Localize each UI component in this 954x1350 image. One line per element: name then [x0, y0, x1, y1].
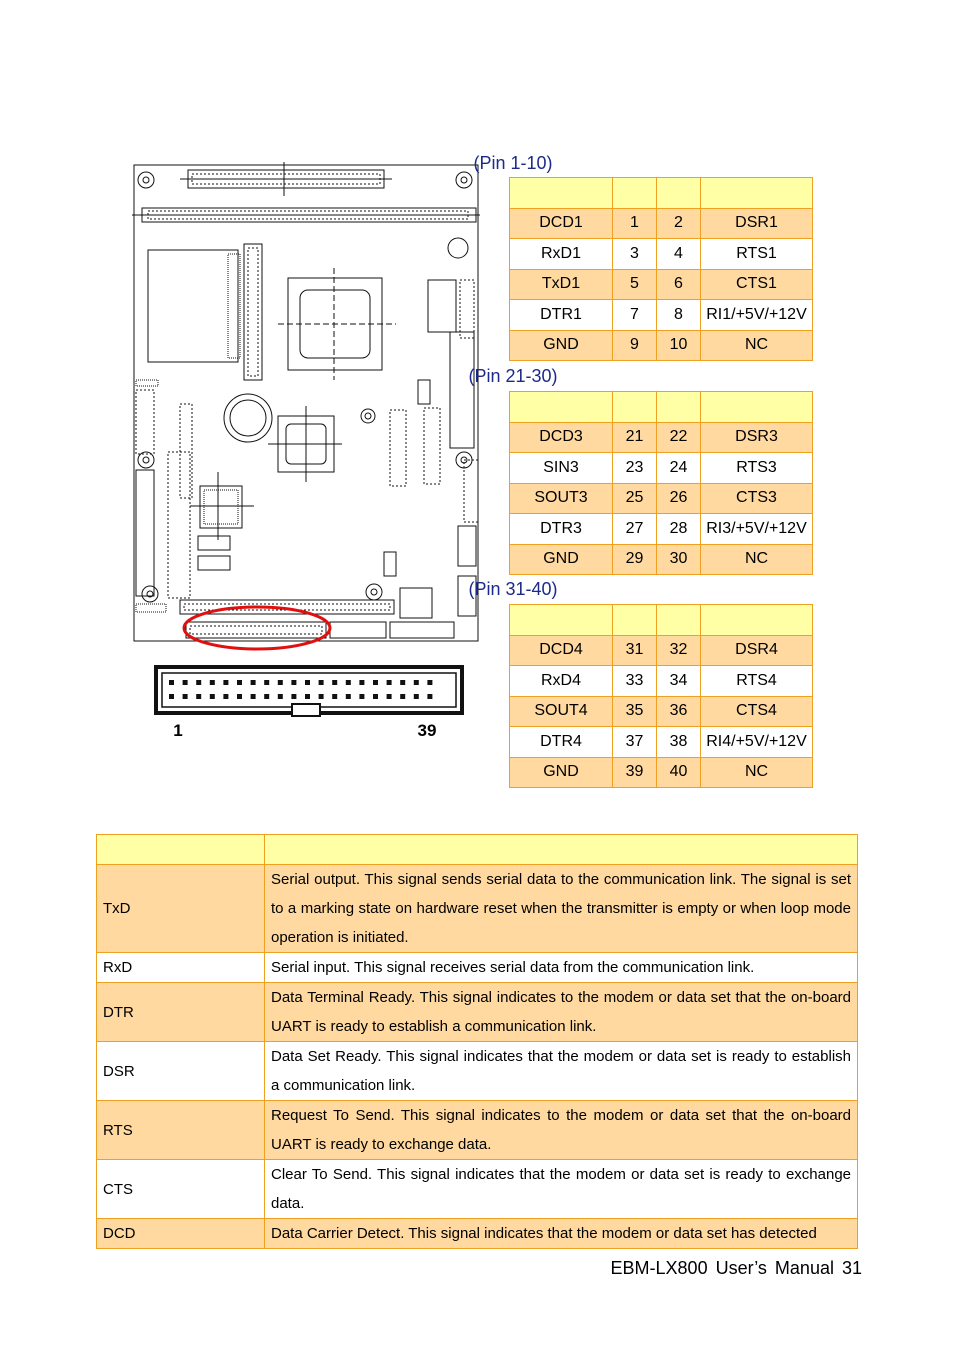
page-footer: EBM-LX800 User’s Manual 31 — [610, 1258, 862, 1278]
table-row — [510, 696, 813, 727]
connector-pin — [278, 680, 283, 685]
connector-pin — [210, 694, 215, 699]
connector-pin — [332, 694, 337, 699]
connector-pin — [223, 694, 228, 699]
signal-name: RxD — [97, 953, 265, 983]
table-row — [510, 483, 813, 514]
signal-description-table — [96, 834, 858, 1249]
table-row — [510, 300, 813, 331]
table-row — [510, 239, 813, 270]
signal-cell: DCD4 — [510, 635, 613, 666]
table-row — [510, 269, 813, 300]
pin-cell: 7 — [613, 300, 657, 331]
table-row — [510, 330, 813, 361]
pin-cell: 36 — [657, 696, 701, 727]
signal-cell: DTR1 — [510, 300, 613, 331]
pin-cell: 29 — [613, 544, 657, 575]
connector-pin — [359, 694, 364, 699]
pin-cell: 27 — [613, 514, 657, 545]
signal-cell: RI1/+5V/+12V — [701, 300, 813, 331]
pin-cell: 4 — [657, 239, 701, 270]
signal-cell: RTS4 — [701, 666, 813, 697]
connector-pin — [169, 680, 174, 685]
pin-cell: 24 — [657, 453, 701, 484]
pin-table-21-30 — [509, 391, 813, 575]
signal-description: Request To Send. This signal indicates to the modem or data set that the on-board UART is ready to exchange data. — [265, 1101, 858, 1160]
connector-pin — [319, 694, 324, 699]
pin-cell: 40 — [657, 757, 701, 788]
pin-cell: 3 — [613, 239, 657, 270]
connector-pin — [359, 680, 364, 685]
pin-cell: 37 — [613, 727, 657, 758]
pin-cell: 9 — [613, 330, 657, 361]
connector-right-label: 39 — [417, 721, 437, 740]
connector-pin — [210, 680, 215, 685]
table-row — [510, 208, 813, 239]
connector-pin — [346, 694, 351, 699]
connector-pin — [196, 694, 201, 699]
signal-cell: SOUT4 — [510, 696, 613, 727]
connector-pin — [237, 680, 242, 685]
signal-description: Data Set Ready. This signal indicates that the modem or data set is ready to establish a communication link. — [265, 1042, 858, 1101]
pin-cell: 5 — [613, 269, 657, 300]
signal-description: Serial input. This signal receives serial data from the communication link. — [265, 953, 858, 983]
signal-cell: GND — [510, 330, 613, 361]
signal-description: Data Terminal Ready. This signal indicates to the modem or data set that the on-board UART is ready to establish a communication link. — [265, 983, 858, 1042]
pin-cell: 23 — [613, 453, 657, 484]
signal-cell: TxD1 — [510, 269, 613, 300]
connector-pin — [223, 680, 228, 685]
connector-pin — [264, 694, 269, 699]
connector-pin — [251, 694, 256, 699]
pin-cell: 6 — [657, 269, 701, 300]
connector-pin — [305, 680, 310, 685]
signal-cell: CTS4 — [701, 696, 813, 727]
table-row — [510, 544, 813, 575]
connector-pin — [373, 694, 378, 699]
pin-table-caption: (Pin 1-10) — [473, 153, 553, 173]
connector-pin — [169, 694, 174, 699]
signal-cell: NC — [701, 544, 813, 575]
pin-cell: 8 — [657, 300, 701, 331]
signal-cell: RTS3 — [701, 453, 813, 484]
pin-cell: 39 — [613, 757, 657, 788]
pin-cell: 21 — [613, 422, 657, 453]
signal-cell: SOUT3 — [510, 483, 613, 514]
connector-pin — [237, 694, 242, 699]
connector-pin — [196, 680, 201, 685]
signal-cell: RTS1 — [701, 239, 813, 270]
signal-cell: DTR3 — [510, 514, 613, 545]
pin-cell: 33 — [613, 666, 657, 697]
connector-pin — [427, 680, 432, 685]
signal-cell: CTS1 — [701, 269, 813, 300]
signal-description: Data Carrier Detect. This signal indicates that the modem or data set has detected — [265, 1219, 858, 1249]
board-layout-diagram — [128, 160, 484, 750]
table-row — [510, 635, 813, 666]
connector-pin — [400, 694, 405, 699]
signal-cell: RI3/+5V/+12V — [701, 514, 813, 545]
connector-pin — [183, 694, 188, 699]
signal-name: TxD — [97, 865, 265, 953]
pin-cell: 26 — [657, 483, 701, 514]
table-row — [97, 1219, 858, 1249]
signal-name: DSR — [97, 1042, 265, 1101]
pin-cell: 34 — [657, 666, 701, 697]
connector-pin — [264, 680, 269, 685]
connector-pin — [427, 694, 432, 699]
pin-cell: 22 — [657, 422, 701, 453]
pin-table-caption: (Pin 31-40) — [468, 579, 558, 599]
table-row — [510, 727, 813, 758]
pin-table-1-10 — [509, 177, 813, 361]
signal-name: CTS — [97, 1160, 265, 1219]
signal-cell: GND — [510, 544, 613, 575]
signal-name: RTS — [97, 1101, 265, 1160]
pin-table-caption: (Pin 21-30) — [468, 366, 558, 386]
table-row — [97, 953, 858, 983]
pin-cell: 10 — [657, 330, 701, 361]
pin-table-31-40 — [509, 604, 813, 788]
signal-cell: DCD1 — [510, 208, 613, 239]
pin-cell: 1 — [613, 208, 657, 239]
table-row — [97, 865, 858, 953]
signal-cell: DSR1 — [701, 208, 813, 239]
table-row — [97, 1042, 858, 1101]
connector-pin — [319, 680, 324, 685]
table-row — [97, 1160, 858, 1219]
table-row — [510, 514, 813, 545]
signal-cell: SIN3 — [510, 453, 613, 484]
connector-pin — [387, 680, 392, 685]
table-row — [510, 453, 813, 484]
connector-pin — [332, 680, 337, 685]
signal-cell: DSR4 — [701, 635, 813, 666]
connector-pin — [414, 680, 419, 685]
table-row — [97, 983, 858, 1042]
connector-pin — [291, 694, 296, 699]
connector-pin — [305, 694, 310, 699]
pin-cell: 38 — [657, 727, 701, 758]
signal-cell: DCD3 — [510, 422, 613, 453]
signal-cell: NC — [701, 330, 813, 361]
signal-cell: CTS3 — [701, 483, 813, 514]
connector-pin — [414, 694, 419, 699]
pin-cell: 28 — [657, 514, 701, 545]
table-row — [97, 1101, 858, 1160]
connector-pin — [400, 680, 405, 685]
table-row — [510, 422, 813, 453]
signal-description: Serial output. This signal sends serial data to the communication link. The signal is set to a marking state on hardware reset when the transmitter is empty or when loop mode operation is initiated. — [265, 865, 858, 953]
connector-pin — [346, 680, 351, 685]
signal-cell: RxD1 — [510, 239, 613, 270]
pin-cell: 25 — [613, 483, 657, 514]
connector-pin — [387, 694, 392, 699]
pin-cell: 32 — [657, 635, 701, 666]
signal-cell: DSR3 — [701, 422, 813, 453]
connector-pin — [373, 680, 378, 685]
connector-left-label: 1 — [173, 721, 183, 740]
pin-cell: 35 — [613, 696, 657, 727]
pin-cell: 2 — [657, 208, 701, 239]
connector-pin — [251, 680, 256, 685]
pin-cell: 31 — [613, 635, 657, 666]
signal-cell: NC — [701, 757, 813, 788]
table-row — [510, 666, 813, 697]
table-row — [510, 757, 813, 788]
signal-name: DTR — [97, 983, 265, 1042]
signal-cell: GND — [510, 757, 613, 788]
connector-pin — [278, 694, 283, 699]
connector-pin — [291, 680, 296, 685]
connector-pin — [183, 680, 188, 685]
signal-description: Clear To Send. This signal indicates that the modem or data set is ready to exchange data. — [265, 1160, 858, 1219]
signal-cell: RxD4 — [510, 666, 613, 697]
signal-cell: DTR4 — [510, 727, 613, 758]
pin-cell: 30 — [657, 544, 701, 575]
signal-name: DCD — [97, 1219, 265, 1249]
signal-cell: RI4/+5V/+12V — [701, 727, 813, 758]
